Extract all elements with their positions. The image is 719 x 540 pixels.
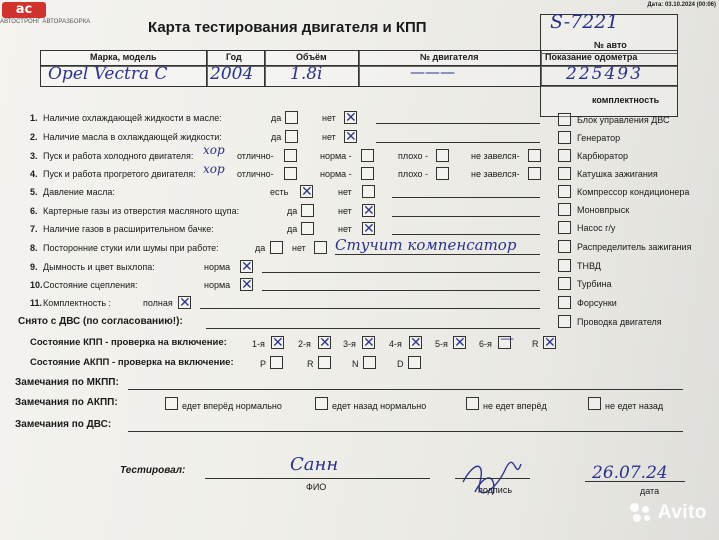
option-label: норма — [204, 280, 231, 290]
gear-label: 1-я — [252, 339, 265, 349]
gear-checkbox-5[interactable] — [453, 336, 466, 349]
option-label: да — [271, 132, 282, 142]
gear-6-dash: — — [500, 331, 514, 347]
akpp-option-label: не едет вперёд — [483, 401, 547, 411]
checkbox-item8-no[interactable] — [314, 241, 327, 254]
option-label: не завелся- — [471, 169, 520, 179]
complect-checkbox[interactable] — [558, 240, 571, 253]
header-year-label: Год — [226, 52, 242, 62]
option-label: нет — [338, 187, 352, 197]
complect-label: Генератор — [577, 133, 621, 143]
header-engine-label: № двигателя — [420, 52, 479, 62]
akpp-backward-fail-checkbox[interactable] — [588, 397, 601, 410]
checkbox-item2-yes[interactable] — [285, 130, 298, 143]
complect-checkbox[interactable] — [558, 315, 571, 328]
tester-name-handwritten: Санн — [290, 454, 339, 475]
option-label: нет — [322, 113, 336, 123]
gear-label: 5-я — [435, 339, 448, 349]
item-number: 8. — [30, 243, 38, 253]
complect-checkbox[interactable] — [558, 113, 571, 126]
item-number: 4. — [30, 169, 38, 179]
option-label: норма - — [320, 169, 352, 179]
removed-from-engine-label: Снято с ДВС (по согласованию!): — [18, 316, 183, 327]
item-label: Состояние сцепления: — [43, 280, 138, 290]
complect-label: Проводка двигателя — [577, 317, 662, 327]
akpp-checkbox-r[interactable] — [318, 356, 331, 369]
complect-checkbox[interactable] — [558, 185, 571, 198]
value-make-model: Opel Vectra C — [48, 64, 168, 84]
item-label: Картерные газы из отверстия масляного щупа: — [43, 206, 240, 216]
option-label: да — [287, 224, 298, 234]
item-underline — [262, 290, 540, 291]
option-label: полная — [143, 298, 173, 308]
option-label: норма — [204, 262, 231, 272]
page-title: Карта тестирования двигателя и КПП — [148, 19, 427, 36]
akpp-option-label: едет вперёд нормально — [182, 401, 282, 411]
option-label: норма - — [320, 151, 352, 161]
checkbox-item6-yes[interactable] — [301, 204, 314, 217]
akpp-backward-ok-checkbox[interactable] — [315, 397, 328, 410]
avito-watermark-text: Avito — [657, 502, 707, 523]
notes-dvs-line[interactable] — [128, 431, 683, 432]
notes-dvs-label: Замечания по ДВС: — [15, 419, 112, 430]
date-line — [585, 481, 685, 482]
item-label: Наличие масла в охлаждающей жидкости: — [43, 132, 222, 142]
brand-logo: ac — [2, 2, 46, 18]
item-label: Посторонние стуки или шумы при работе: — [43, 243, 219, 253]
akpp-checkbox-n[interactable] — [363, 356, 376, 369]
item-underline — [392, 234, 540, 235]
checkbox-item3-excellent[interactable] — [284, 149, 297, 162]
print-date: Дата: 03.10.2024 (00:06) — [647, 2, 716, 8]
date-label: дата — [640, 486, 660, 496]
checkbox-item9-normal[interactable] — [240, 260, 253, 273]
fio-label: ФИО — [306, 482, 327, 492]
option-label: отлично- — [237, 169, 274, 179]
checkbox-item4-bad[interactable] — [436, 167, 449, 180]
option-label: не завелся- — [471, 151, 520, 161]
akpp-position-label: R — [307, 359, 314, 369]
checkbox-item5-no[interactable] — [362, 185, 375, 198]
complect-label: Распределитель зажигания — [577, 242, 692, 252]
header-odometer-label: Показание одометра — [545, 52, 638, 62]
value-year: 2004 — [210, 64, 254, 84]
item-underline — [376, 142, 540, 143]
akpp-checkbox-p[interactable] — [270, 356, 283, 369]
item-number: 9. — [30, 262, 38, 272]
checkbox-item3-nostart[interactable] — [528, 149, 541, 162]
option-label: да — [271, 113, 282, 123]
option-label: да — [287, 206, 298, 216]
checkbox-item10-normal[interactable] — [240, 278, 253, 291]
gear-checkbox-3[interactable] — [362, 336, 375, 349]
complect-label: Блок управления ДВС — [577, 115, 670, 125]
option-label: плохо - — [398, 151, 429, 161]
checkbox-item1-no[interactable] — [344, 111, 357, 124]
akpp-forward-ok-checkbox[interactable] — [165, 397, 178, 410]
option-label: есть — [270, 187, 289, 197]
complect-checkbox[interactable] — [558, 277, 571, 290]
option-label: нет — [338, 224, 352, 234]
signature-line — [455, 478, 530, 479]
item-underline — [392, 197, 540, 198]
akpp-option-label: не едет назад — [605, 401, 664, 411]
akpp-state-label: Состояние АКПП - проверка на включение: — [30, 357, 234, 368]
complect-checkbox[interactable] — [558, 167, 571, 180]
fio-line — [205, 478, 430, 479]
handwritten-note: хор — [203, 143, 225, 157]
checkbox-item8-yes[interactable] — [270, 241, 283, 254]
item-label: Наличие охлаждающей жидкости в масле: — [43, 113, 222, 123]
value-engine-number: ——— — [410, 63, 455, 81]
item-label: Пуск и работа прогретого двигателя: — [43, 169, 196, 179]
avito-watermark — [630, 502, 707, 524]
complect-label: Насос г/у — [577, 223, 616, 233]
complect-checkbox[interactable] — [558, 259, 571, 272]
option-label: нет — [292, 243, 306, 253]
checkbox-item3-normal[interactable] — [361, 149, 374, 162]
removed-underline — [206, 328, 540, 329]
notes-mkpp-line[interactable] — [128, 389, 683, 390]
item-number: 2. — [30, 132, 38, 142]
signature-label: подпись — [478, 485, 513, 495]
complect-checkbox[interactable] — [558, 131, 571, 144]
akpp-checkbox-d[interactable] — [408, 356, 421, 369]
complect-checkbox[interactable] — [558, 203, 571, 216]
checkbox-item3-bad[interactable] — [436, 149, 449, 162]
complect-label: Карбюратор — [577, 151, 629, 161]
complect-label: Турбина — [577, 279, 612, 289]
complect-label: Форсунки — [577, 298, 617, 308]
complect-label: Катушка зажигания — [577, 169, 658, 179]
checkbox-item2-no[interactable] — [344, 130, 357, 143]
checkbox-item1-yes[interactable] — [285, 111, 298, 124]
checkbox-item4-excellent[interactable] — [284, 167, 297, 180]
notes-akpp-label: Замечания по АКПП: — [15, 397, 118, 408]
item-label: Комплектность : — [43, 298, 112, 308]
auto-number-label: № авто — [594, 40, 627, 50]
checkbox-item5-present[interactable] — [300, 185, 313, 198]
complect-title: комплектность — [592, 95, 660, 105]
item-label: Дымность и цвет выхлопа: — [43, 262, 155, 272]
akpp-position-label: P — [260, 359, 267, 369]
option-label: плохо - — [398, 169, 429, 179]
gear-checkbox-4[interactable] — [409, 336, 422, 349]
complect-label: Компрессор кондиционера — [577, 187, 690, 197]
option-label: нет — [338, 206, 352, 216]
complect-checkbox[interactable] — [558, 296, 571, 309]
item-label: Пуск и работа холодного двигателя: — [43, 151, 194, 161]
item-number: 6. — [30, 206, 38, 216]
option-label: отлично- — [237, 151, 274, 161]
gear-label: 4-я — [389, 339, 402, 349]
complect-checkbox[interactable] — [558, 221, 571, 234]
checkbox-item4-normal[interactable] — [361, 167, 374, 180]
option-label: нет — [322, 132, 336, 142]
item-number: 11. — [30, 298, 43, 308]
akpp-option-label: едет назад нормально — [332, 401, 427, 411]
akpp-position-label: N — [352, 359, 359, 369]
gear-checkbox-2[interactable] — [318, 336, 331, 349]
complect-label: ТНВД — [577, 261, 601, 271]
tested-by-label: Тестировал: — [120, 465, 186, 476]
item-number: 7. — [30, 224, 38, 234]
handwritten-note: хор — [203, 162, 225, 176]
akpp-position-label: D — [397, 359, 404, 369]
item-label: Давление масла: — [43, 187, 115, 197]
kpp-state-label: Состояние КПП - проверка на включение: — [30, 337, 227, 348]
notes-mkpp-label: Замечания по МКПП: — [15, 377, 119, 388]
header-make-label: Марка, модель — [90, 52, 157, 62]
checkbox-item4-nostart[interactable] — [528, 167, 541, 180]
checkbox-item11-full[interactable] — [178, 296, 191, 309]
gear-label: 6-я — [479, 339, 492, 349]
value-volume: 1.8i — [290, 64, 323, 84]
item-number: 3. — [30, 151, 38, 161]
item-underline — [262, 272, 540, 273]
option-label: да — [255, 243, 266, 253]
item-number: 5. — [30, 187, 38, 197]
gear-label: R — [532, 339, 539, 349]
item-number: 10. — [30, 280, 43, 290]
item-underline — [392, 216, 540, 217]
item-number: 1. — [30, 113, 38, 123]
complect-checkbox[interactable] — [558, 149, 571, 162]
item-underline — [376, 123, 540, 124]
gear-label: 3-я — [343, 339, 356, 349]
item-underline — [335, 254, 540, 255]
gear-label: 2-я — [298, 339, 311, 349]
brand-subtitle: АВТОСТРОНГ АВТОРАЗБОРКА — [0, 19, 91, 25]
akpp-forward-fail-checkbox[interactable] — [466, 397, 479, 410]
complect-label: Моновпрыск — [577, 205, 630, 215]
avito-dots-icon — [630, 503, 654, 523]
item-underline — [200, 308, 540, 309]
handwritten-noise-note: Стучит компенсатор — [335, 236, 517, 254]
date-handwritten: 26.07.24 — [592, 463, 668, 483]
value-odometer: 225493 — [566, 64, 643, 84]
header-volume-label: Объём — [296, 52, 327, 62]
gear-checkbox-r[interactable] — [543, 336, 556, 349]
item-label: Наличие газов в расширительном бачке: — [43, 224, 214, 234]
checkbox-item7-no[interactable] — [362, 222, 375, 235]
gear-checkbox-1[interactable] — [271, 336, 284, 349]
checkbox-item6-no[interactable] — [362, 204, 375, 217]
auto-number-handwritten: S-7221 — [550, 11, 619, 33]
checkbox-item7-yes[interactable] — [301, 222, 314, 235]
